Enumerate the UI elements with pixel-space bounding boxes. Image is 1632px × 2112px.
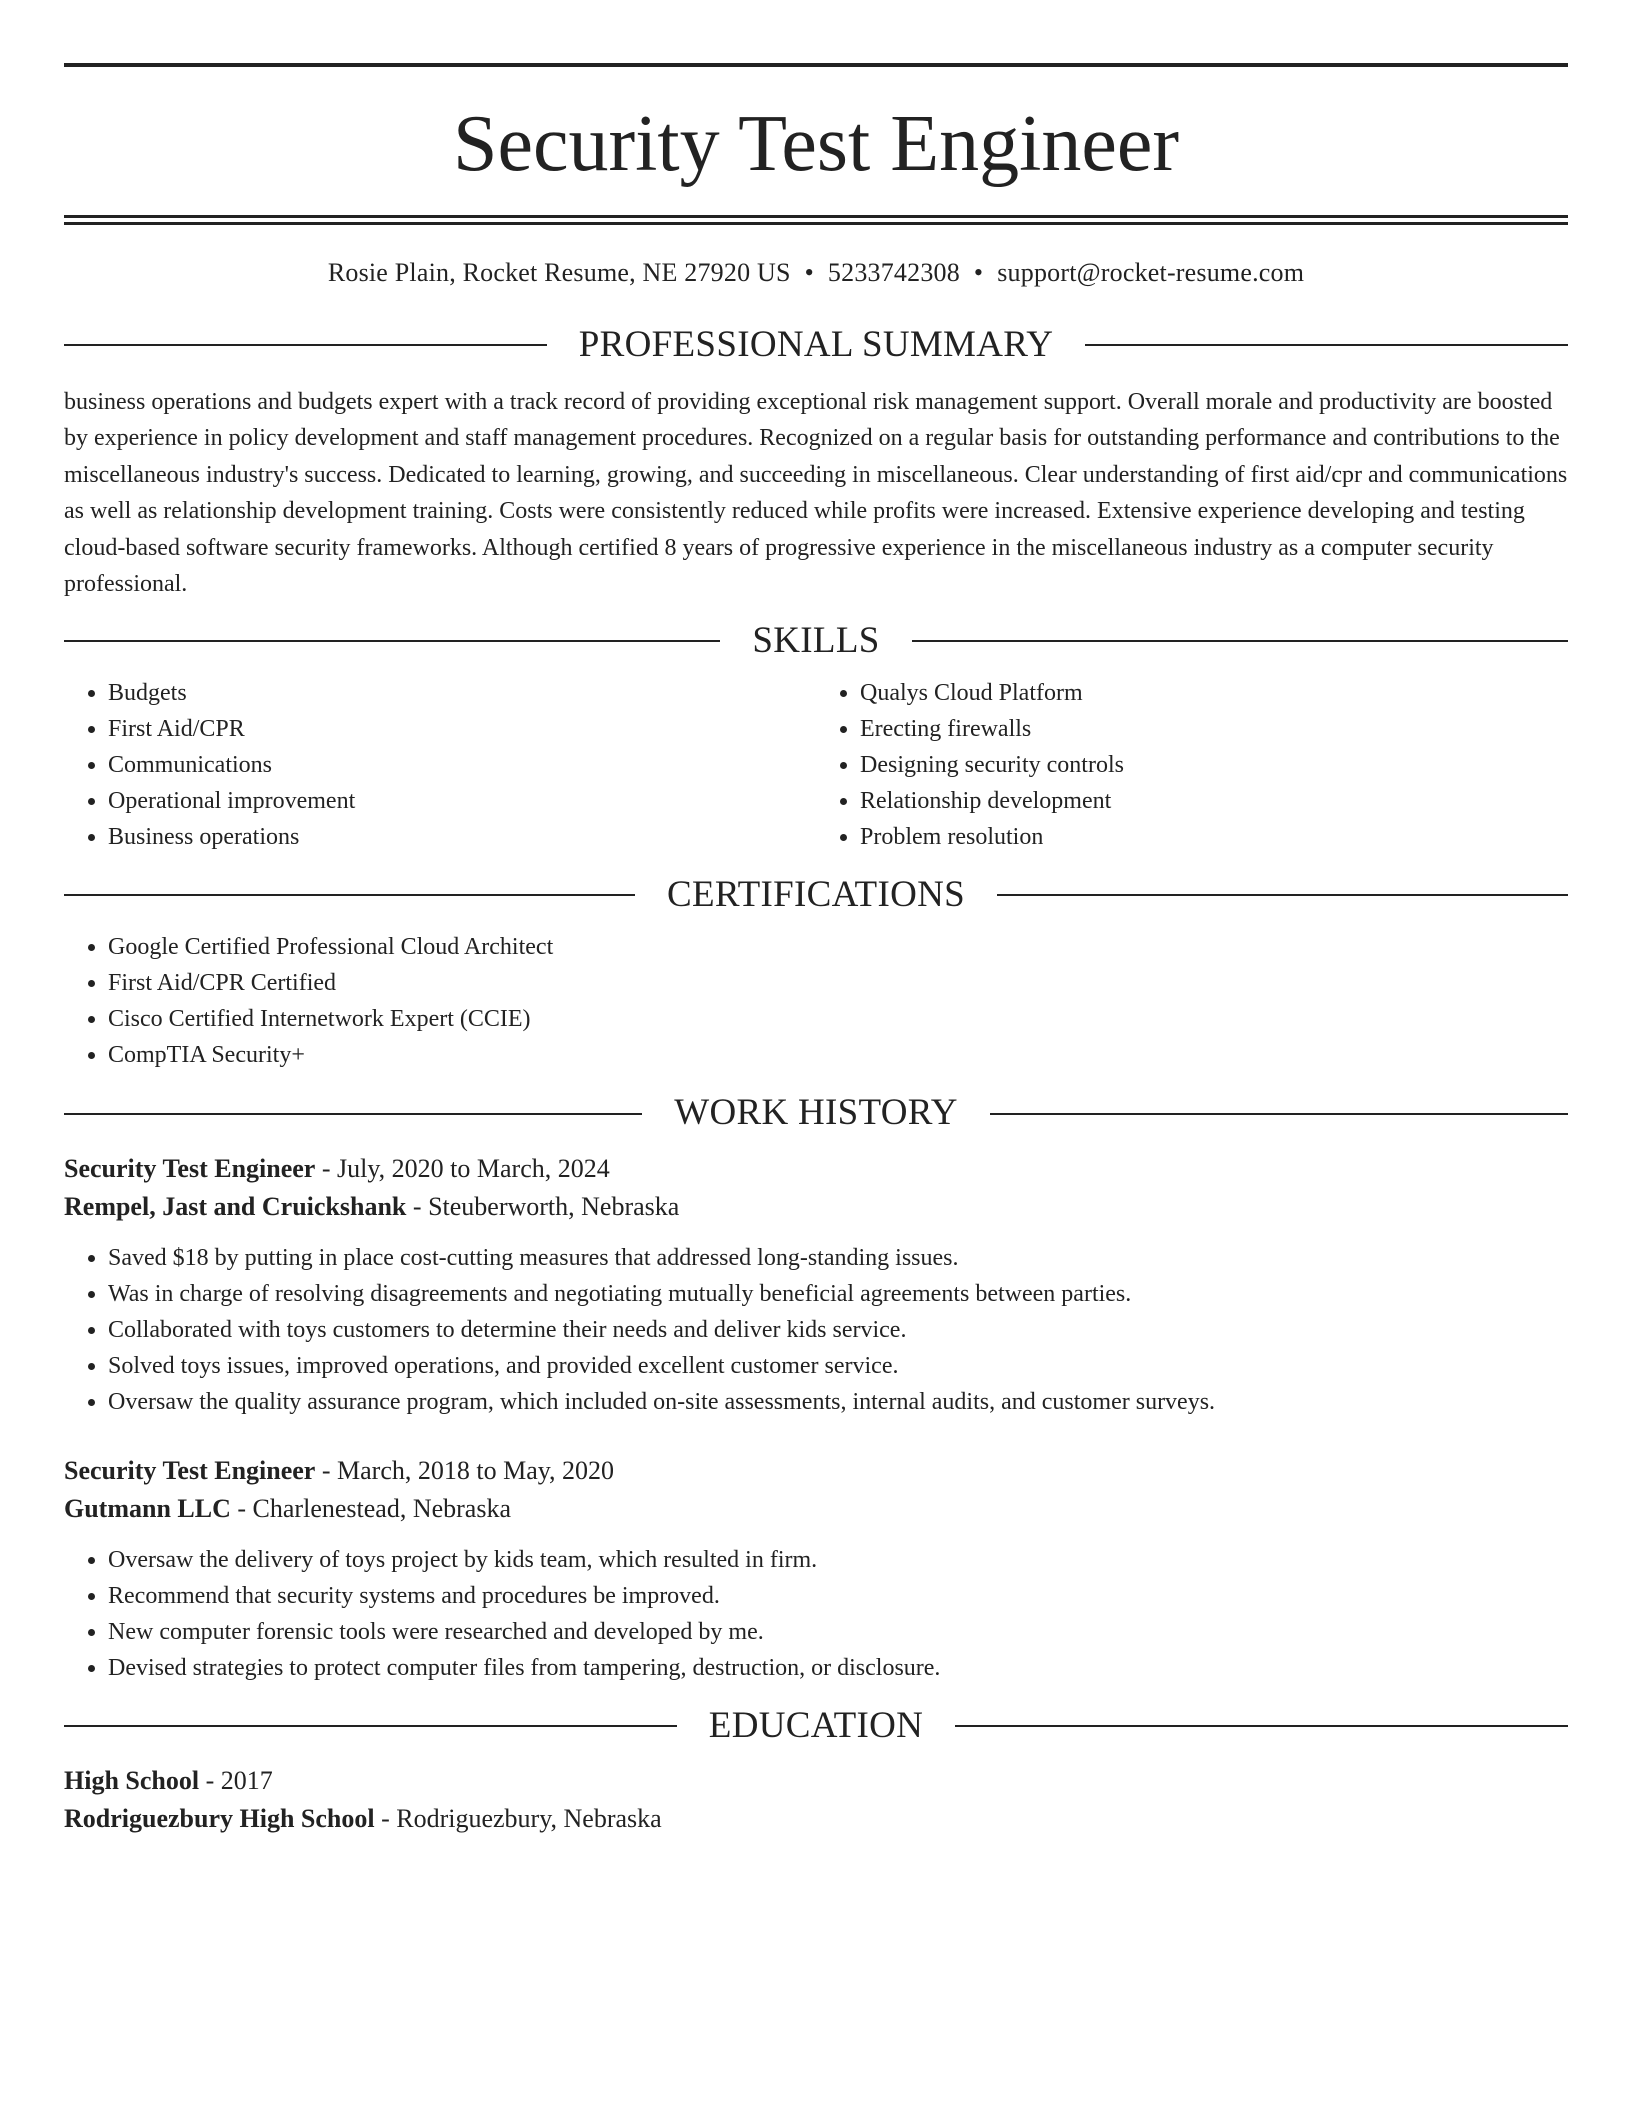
job-entry <box>64 1150 1568 1420</box>
education-location: - Rodriguezbury, Nebraska <box>374 1804 662 1834</box>
resume-page <box>64 63 1568 1838</box>
work-history-heading-label: WORK HISTORY <box>674 1092 958 1134</box>
job-bullets <box>64 1240 1568 1420</box>
heading-rule-right <box>990 1113 1568 1115</box>
certification-item: • Google Certified Professional Cloud Architect <box>108 929 1568 965</box>
heading-rule-right <box>1085 344 1568 346</box>
certifications-list <box>64 929 1568 1073</box>
skill-item: • Designing security controls <box>860 747 1568 783</box>
job-company-line <box>64 1188 1568 1226</box>
heading-rule-right <box>997 894 1568 896</box>
job-bullet: • Recommend that security systems and procedures be improved. <box>108 1578 1568 1614</box>
education-year: - 2017 <box>199 1766 273 1796</box>
certifications-heading-label: CERTIFICATIONS <box>667 873 965 915</box>
resume-title: Security Test Engineer <box>452 100 1180 188</box>
skill-item: • Relationship development <box>860 783 1568 819</box>
job-location: - Charlenestead, Nebraska <box>230 1493 511 1523</box>
contact-phone: 5233742308 <box>827 258 960 287</box>
job-company: Rempel, Jast and Cruickshank <box>64 1191 407 1221</box>
contact-line <box>64 257 1568 288</box>
skills-heading-label: SKILLS <box>752 619 880 661</box>
heading-rule-left <box>64 344 547 346</box>
certification-item: • Cisco Certified Internetwork Expert (CCIE) <box>108 1001 1568 1037</box>
heading-rule-left <box>64 894 635 896</box>
certification-item: • CompTIA Security+ <box>108 1037 1568 1073</box>
education-heading-label: EDUCATION <box>708 1704 924 1746</box>
skill-item: • Business operations <box>108 819 816 855</box>
title-double-rule <box>64 215 1568 225</box>
job-dates: - July, 2020 to March, 2024 <box>315 1153 610 1183</box>
job-company: Gutmann LLC <box>64 1493 231 1523</box>
skills-column-left <box>64 675 816 855</box>
heading-rule-left <box>64 1725 677 1727</box>
education-heading <box>64 1704 1568 1748</box>
skills-list <box>64 675 1568 855</box>
summary-heading <box>64 323 1568 367</box>
job-title: Security Test Engineer <box>64 1153 316 1183</box>
heading-rule-right <box>955 1725 1568 1727</box>
job-entry <box>64 1452 1568 1686</box>
job-bullets <box>64 1542 1568 1686</box>
job-bullet: • Was in charge of resolving disagreements and negotiating mutually beneficial agreements between parties. <box>108 1276 1568 1312</box>
education-degree-line <box>64 1762 1568 1800</box>
skill-item: • Communications <box>108 747 816 783</box>
contact-address: Rosie Plain, Rocket Resume, NE 27920 US <box>327 258 791 287</box>
contact-separator: • <box>804 258 814 287</box>
job-bullet: • Devised strategies to protect computer files from tampering, destruction, or disclosure. <box>108 1650 1568 1686</box>
certification-item: • First Aid/CPR Certified <box>108 965 1568 1001</box>
job-bullet: • Collaborated with toys customers to determine their needs and deliver kids service. <box>108 1312 1568 1348</box>
skill-item: • Operational improvement <box>108 783 816 819</box>
work-history-heading <box>64 1091 1568 1135</box>
job-bullet: • Oversaw the quality assurance program, which included on-site assessments, internal audits, and customer surveys. <box>108 1384 1568 1420</box>
education-school: Rodriguezbury High School <box>64 1804 375 1834</box>
contact-email: support@rocket-resume.com <box>997 258 1305 287</box>
contact-separator: • <box>973 258 984 287</box>
job-title-line <box>64 1452 1568 1490</box>
skill-item: • Problem resolution <box>860 819 1568 855</box>
certifications-heading <box>64 873 1568 917</box>
job-bullet: • New computer forensic tools were researched and developed by me. <box>108 1614 1568 1650</box>
top-rule <box>64 63 1568 67</box>
skills-column-right <box>816 675 1568 855</box>
skill-item: • Budgets <box>108 675 816 711</box>
job-title: Security Test Engineer <box>64 1455 316 1485</box>
job-bullet: • Solved toys issues, improved operations, and provided excellent customer service. <box>108 1348 1568 1384</box>
summary-text: business operations and budgets expert with a track record of providing exceptional risk management support. Overall morale and productivity are boosted by experience in policy development and staff management procedures. Recognized on a regular basis for outstanding performance and contributions to the miscellaneous industry's success. Dedicated to learning, growing, and succeeding in miscellaneous. Clear understanding of first aid/cpr and communications as well as relationship development training. Costs were consistently reduced while profits were increased. Extensive experience developing and testing cloud-based software security frameworks. Although certified 8 years of progressive experience in the miscellaneous industry as a computer security professional. <box>64 388 1568 598</box>
skills-heading <box>64 619 1568 663</box>
job-location: - Steuberworth, Nebraska <box>406 1191 680 1221</box>
skill-item: • Erecting firewalls <box>860 711 1568 747</box>
skill-item: • Qualys Cloud Platform <box>860 675 1568 711</box>
education-entry <box>64 1762 1568 1838</box>
job-company-line <box>64 1490 1568 1528</box>
job-dates: - March, 2018 to May, 2020 <box>315 1455 615 1485</box>
skill-item: • First Aid/CPR <box>108 711 816 747</box>
summary-heading-label: PROFESSIONAL SUMMARY <box>578 324 1054 366</box>
heading-rule-left <box>64 1113 642 1115</box>
job-bullet: • Oversaw the delivery of toys project by kids team, which resulted in firm. <box>108 1542 1568 1578</box>
job-title-line <box>64 1150 1568 1188</box>
heading-rule-right <box>912 640 1568 642</box>
heading-rule-left <box>64 640 720 642</box>
education-degree: High School <box>64 1766 200 1796</box>
job-bullet: • Saved $18 by putting in place cost-cutting measures that addressed long-standing issues. <box>108 1240 1568 1276</box>
education-school-line <box>64 1800 1568 1838</box>
